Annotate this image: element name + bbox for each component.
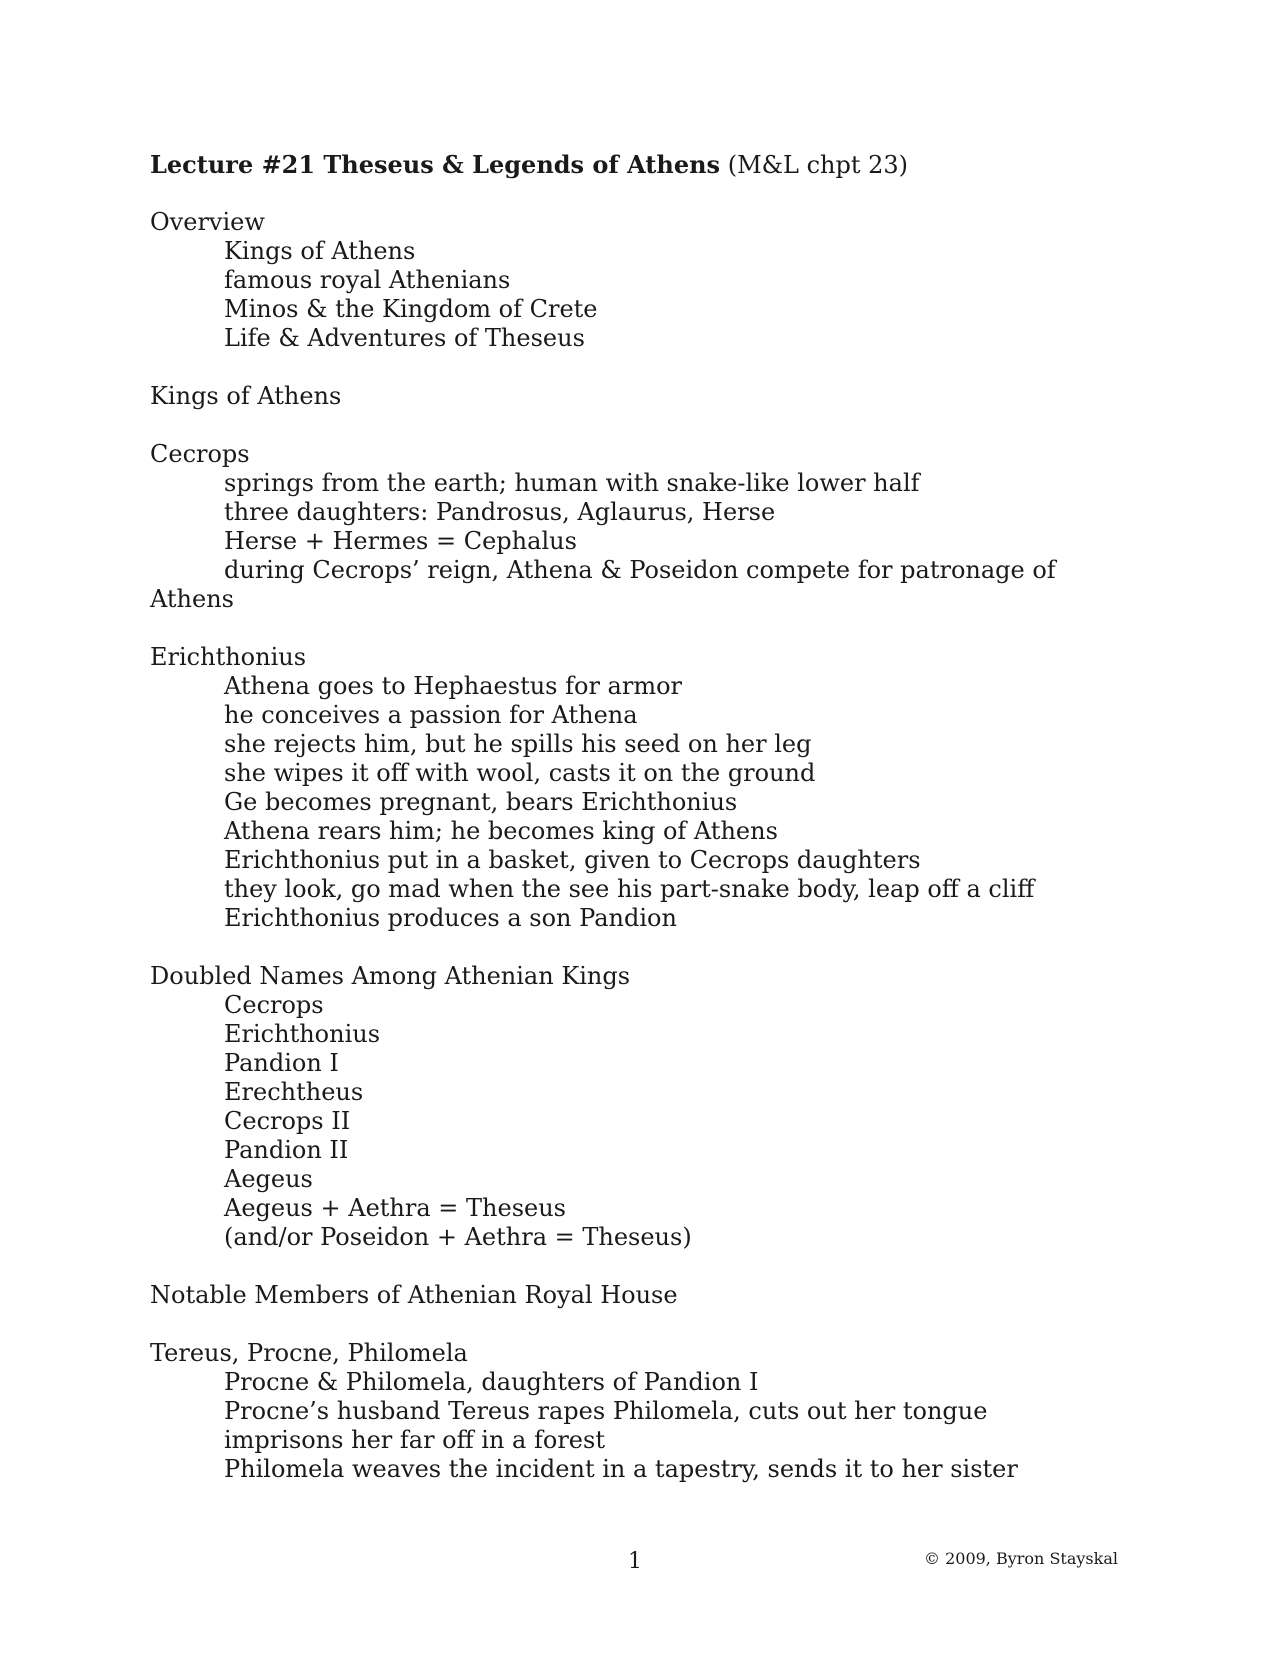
notable-members-heading: Notable Members of Athenian Royal House — [150, 1281, 678, 1309]
doubled-names-item: Cecrops — [224, 991, 324, 1019]
tereus-heading: Tereus, Procne, Philomela — [150, 1339, 468, 1367]
doubled-names-item: Pandion I — [224, 1049, 339, 1077]
erichthonius-item: Athena goes to Hephaestus for armor — [224, 672, 683, 700]
doubled-names-heading: Doubled Names Among Athenian Kings — [150, 962, 631, 990]
cecrops-item: three daughters: Pandrosus, Aglaurus, Herse — [224, 498, 776, 526]
doubled-names-item: (and/or Poseidon + Aethra = Theseus) — [224, 1223, 692, 1251]
tereus-item: Procne’s husband Tereus rapes Philomela, cuts out her tongue — [224, 1397, 988, 1425]
erichthonius-item: he conceives a passion for Athena — [224, 701, 638, 729]
lecture-content — [150, 208, 1110, 1484]
doubled-names-item: Erichthonius — [224, 1020, 381, 1048]
erichthonius-item: they look, go mad when the see his part-snake body, leap off a cliff — [224, 875, 1035, 903]
cecrops-item: Herse + Hermes = Cephalus — [224, 527, 577, 555]
erichthonius-item: Ge becomes pregnant, bears Erichthonius — [224, 788, 738, 816]
erichthonius-heading: Erichthonius — [150, 643, 307, 671]
overview-item: famous royal Athenians — [224, 266, 511, 294]
erichthonius-item: she wipes it off with wool, casts it on the ground — [224, 759, 816, 787]
cecrops-item: during Cecrops’ reign, Athena & Poseidon compete for patronage of — [224, 556, 1056, 584]
doubled-names-item: Cecrops II — [224, 1107, 351, 1135]
erichthonius-item: she rejects him, but he spills his seed on her leg — [224, 730, 812, 758]
doubled-names-item: Aegeus — [224, 1165, 313, 1193]
overview-item: Minos & the Kingdom of Crete — [224, 295, 598, 323]
tereus-item: imprisons her far off in a forest — [224, 1426, 605, 1454]
cecrops-item: springs from the earth; human with snake-like lower half — [224, 469, 920, 497]
doubled-names-item: Aegeus + Aethra = Theseus — [224, 1194, 566, 1222]
erichthonius-item: Erichthonius put in a basket, given to Cecrops daughters — [224, 846, 921, 874]
doubled-names-item: Erechtheus — [224, 1078, 364, 1106]
copyright-notice: © 2009, Byron Stayskal — [924, 1549, 1118, 1568]
erichthonius-item: Erichthonius produces a son Pandion — [224, 904, 677, 932]
cecrops-item-wrap: Athens — [150, 585, 234, 613]
title-bold: Lecture #21 Theseus & Legends of Athens — [150, 150, 721, 179]
tereus-item: Philomela weaves the incident in a tapestry, sends it to her sister — [224, 1455, 1018, 1483]
erichthonius-item: Athena rears him; he becomes king of Athens — [224, 817, 778, 845]
kings-heading: Kings of Athens — [150, 382, 342, 410]
page-number: 1 — [628, 1549, 642, 1574]
title-reference: (M&L chpt 23) — [720, 151, 909, 179]
overview-heading: Overview — [150, 208, 265, 236]
doubled-names-item: Pandion II — [224, 1136, 349, 1164]
page-title — [150, 150, 908, 180]
cecrops-heading: Cecrops — [150, 440, 250, 468]
overview-item: Life & Adventures of Theseus — [224, 324, 585, 352]
tereus-item: Procne & Philomela, daughters of Pandion I — [224, 1368, 759, 1396]
overview-item: Kings of Athens — [224, 237, 416, 265]
